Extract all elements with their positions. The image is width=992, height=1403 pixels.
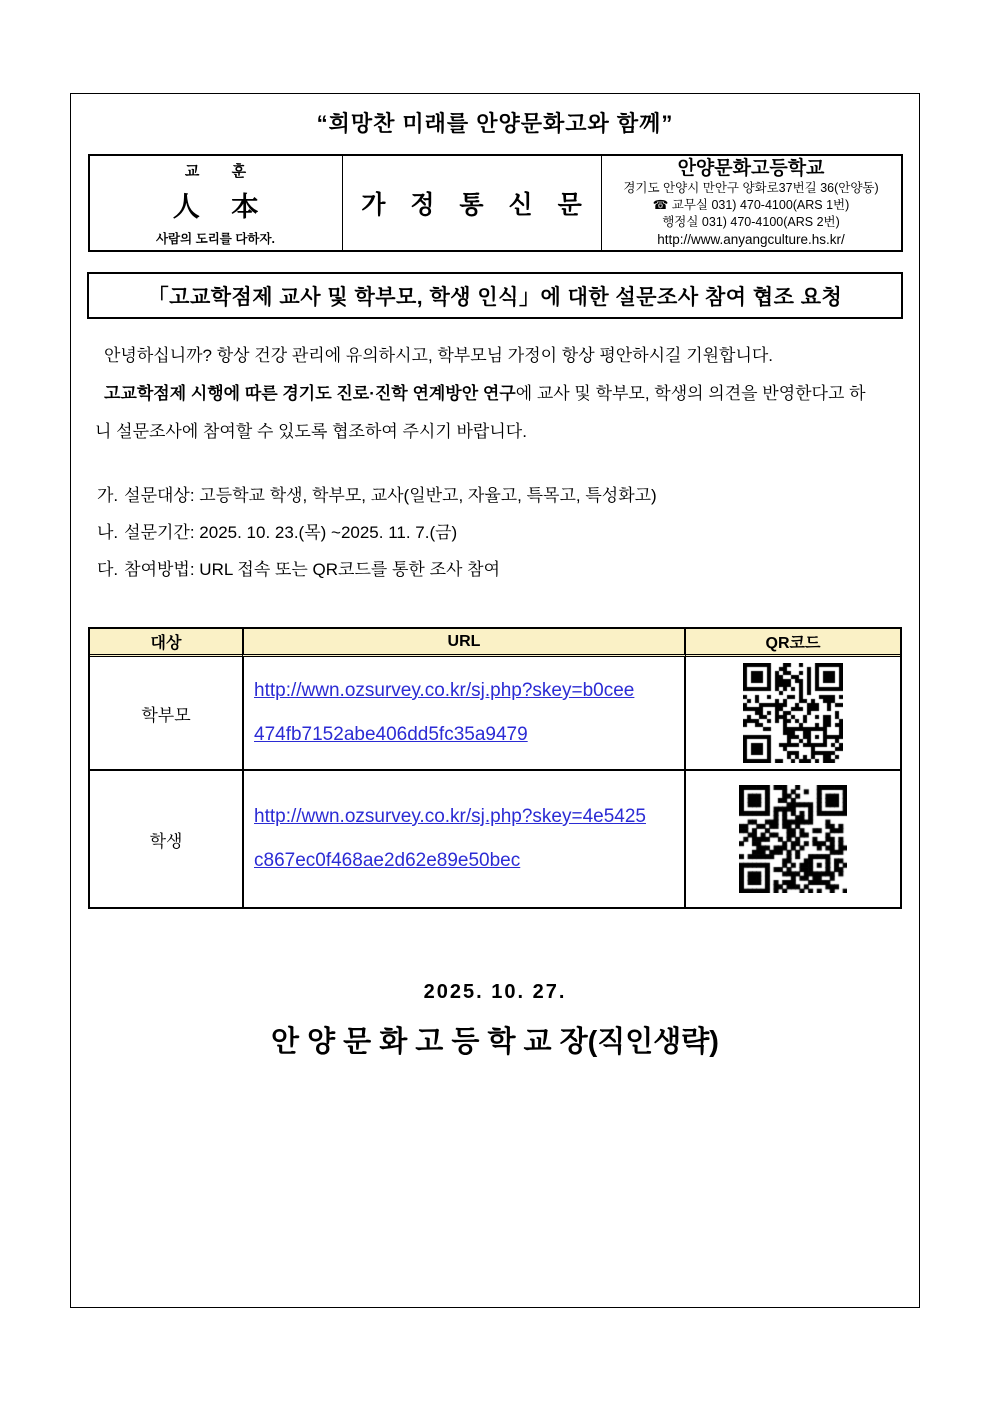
motto-cell [90,156,342,250]
page-border-frame [70,93,920,1308]
list-item-target-text: 설문대상: 고등학교 학생, 학부모, 교사(일반고, 자율고, 특목고, 특성화고) [124,486,657,505]
intro-rest-segment: 에 교사 및 학부모, 학생의 의견을 반영한다고 하니 설문조사에 참여할 수 있도록 협조하여 주시기 바랍니다. [95,384,866,441]
list-item-method [97,551,889,588]
qr-code-students [739,785,847,893]
url-link-parents-line2[interactable]: 474fb7152abe406dd5fc35a9479 [254,724,528,745]
url-link-students-line1[interactable]: http://wwn.ozsurvey.co.kr/sj.php?skey=4e5425 [254,806,646,827]
list-item-target-label: 가. [97,486,119,505]
school-website: http://www.anyangculture.hs.kr/ [657,231,845,247]
list-item-method-label: 다. [97,560,119,579]
target-students: 학생 [90,769,242,907]
motto-title: 교 훈 [184,162,261,180]
header-target: 대상 [90,629,242,657]
table-row-parents [90,657,900,769]
qr-code-parents [743,663,843,763]
school-name: 안양문화고등학교 [677,157,825,179]
url-cell-students [242,769,686,907]
doc-type-title: 가 정 통 신 문 [361,191,591,219]
qr-cell-parents [686,657,900,769]
school-phone-1-text: 교무실 031) 470-4100(ARS 1번) [671,197,850,212]
url-cell-parents [242,657,686,769]
doc-type-cell [342,156,602,250]
intro-paragraph [95,375,881,451]
intro-bold-segment: 고교학점제 시행에 따른 경기도 진로·진학 연계방안 연구 [104,384,516,403]
school-phone-1 [653,197,850,214]
greeting-paragraph: 안녕하십니까? 항상 건강 관리에 유의하시고, 학부모님 가정이 항상 평안하시길 기원합니다. [104,346,774,365]
school-slogan: “희망찬 미래를 안양문화고와 함께” [316,111,674,136]
school-info-cell [602,156,901,250]
list-item-period-text: 설문기간: 2025. 10. 23.(목) ~2025. 11. 7.(금) [124,523,458,542]
url-link-students-line2[interactable]: c867ec0f468ae2d62e89e50bec [254,850,521,871]
school-address: 경기도 안양시 만안구 양화로37번길 36(안양동) [623,180,879,195]
body-text [95,337,881,451]
motto-subtitle: 사람의 도리를 다하자. [155,231,276,246]
table-header-row [90,629,900,657]
motto-value: 人 本 [172,191,271,222]
letterhead-table [88,154,903,252]
list-item-period-label: 나. [97,523,119,542]
phone-icon: ☎ [652,197,669,212]
list-item-period [97,514,889,551]
table-row-students [90,769,900,907]
survey-url-table [88,627,902,909]
school-phone-2: 행정실 031) 470-4100(ARS 2번) [662,214,840,229]
header-qrcode: QR코드 [686,629,900,657]
principal-signature: 안 양 문 화 고 등 학 교 장(직인생략) [271,1026,719,1058]
survey-info-list [97,477,889,588]
issue-date: 2025. 10. 27. [423,981,567,1003]
url-link-parents-line1[interactable]: http://wwn.ozsurvey.co.kr/sj.php?skey=b0cee [254,680,635,701]
header-url: URL [242,629,686,657]
qr-cell-students [686,769,900,907]
target-parents: 학부모 [141,705,191,725]
subject-title-box: 「고교학점제 교사 및 학부모, 학생 인식」에 대한 설문조사 참여 협조 요청 [87,272,903,319]
list-item-target [97,477,889,514]
list-item-method-text: 참여방법: URL 접속 또는 QR코드를 통한 조사 참여 [124,560,500,579]
